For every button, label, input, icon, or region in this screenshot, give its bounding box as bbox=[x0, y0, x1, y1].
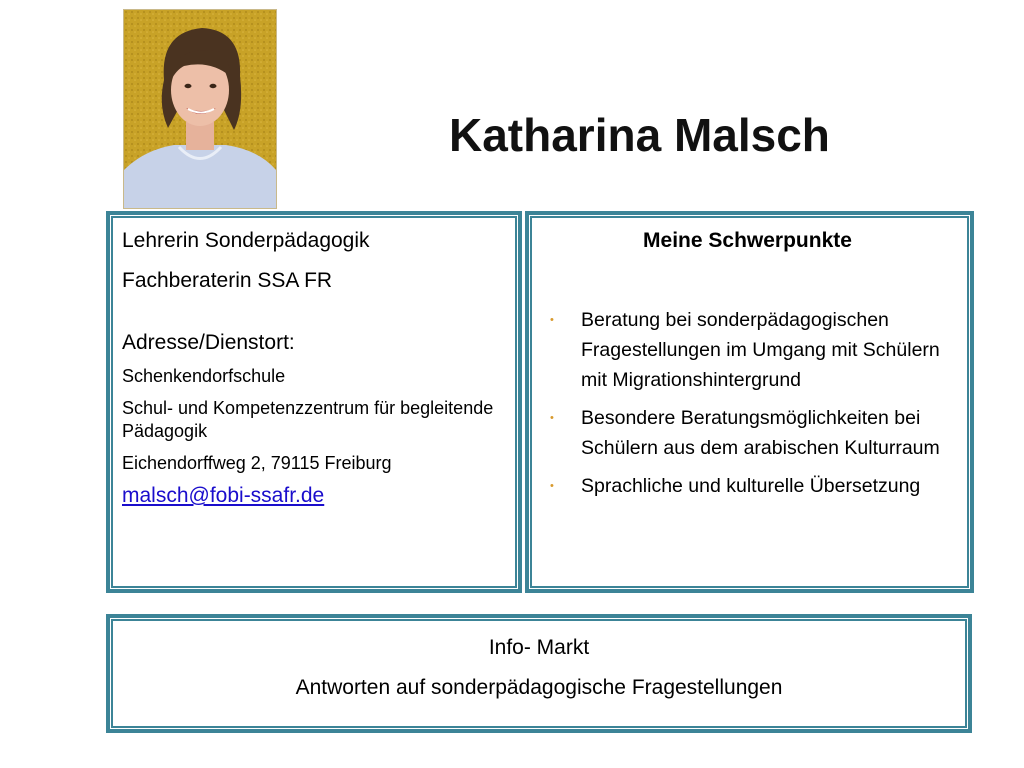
focus-areas-box bbox=[525, 211, 974, 593]
address-heading: Adresse/Dienstort: bbox=[122, 331, 295, 354]
school-name: Schenkendorfschule bbox=[122, 366, 286, 386]
list-item bbox=[541, 403, 954, 463]
list-item bbox=[541, 305, 954, 395]
spacer bbox=[122, 307, 506, 329]
role-label: Lehrerin Sonderpädagogik bbox=[122, 229, 370, 252]
bullet-icon: • bbox=[550, 412, 554, 424]
list-item-text: Besondere Beratungsmöglichkeiten bei Schülern aus dem arabischen Kulturraum bbox=[581, 407, 940, 459]
list-item bbox=[541, 471, 954, 501]
focus-heading: Meine Schwerpunkte bbox=[643, 229, 852, 252]
portrait-photo bbox=[123, 9, 277, 209]
email-link[interactable]: malsch@fobi-ssafr.de bbox=[122, 484, 325, 507]
info-market-title: Info- Markt bbox=[488, 636, 590, 659]
bullet-icon: • bbox=[550, 314, 554, 326]
list-item-text: Beratung bei sonderpädagogischen Fragestellungen im Umgang mit Schülern mit Migrationshintergrund bbox=[581, 309, 940, 391]
person-photo-icon bbox=[124, 10, 276, 208]
focus-list bbox=[541, 305, 954, 501]
contact-info-box bbox=[106, 211, 522, 593]
bullet-icon: • bbox=[550, 480, 554, 492]
street-address: Eichendorffweg 2, 79115 Freiburg bbox=[122, 453, 392, 473]
role-label: Fachberaterin SSA FR bbox=[122, 269, 333, 292]
info-market-box bbox=[106, 614, 972, 733]
info-market-subtitle: Antworten auf sonderpädagogische Fragestellungen bbox=[295, 676, 783, 699]
center-name: Schul- und Kompetenzzentrum für begleitende Pädagogik bbox=[122, 398, 494, 441]
page-title: Katharina Malsch bbox=[449, 109, 830, 161]
list-item-text: Sprachliche und kulturelle Übersetzung bbox=[581, 475, 921, 497]
